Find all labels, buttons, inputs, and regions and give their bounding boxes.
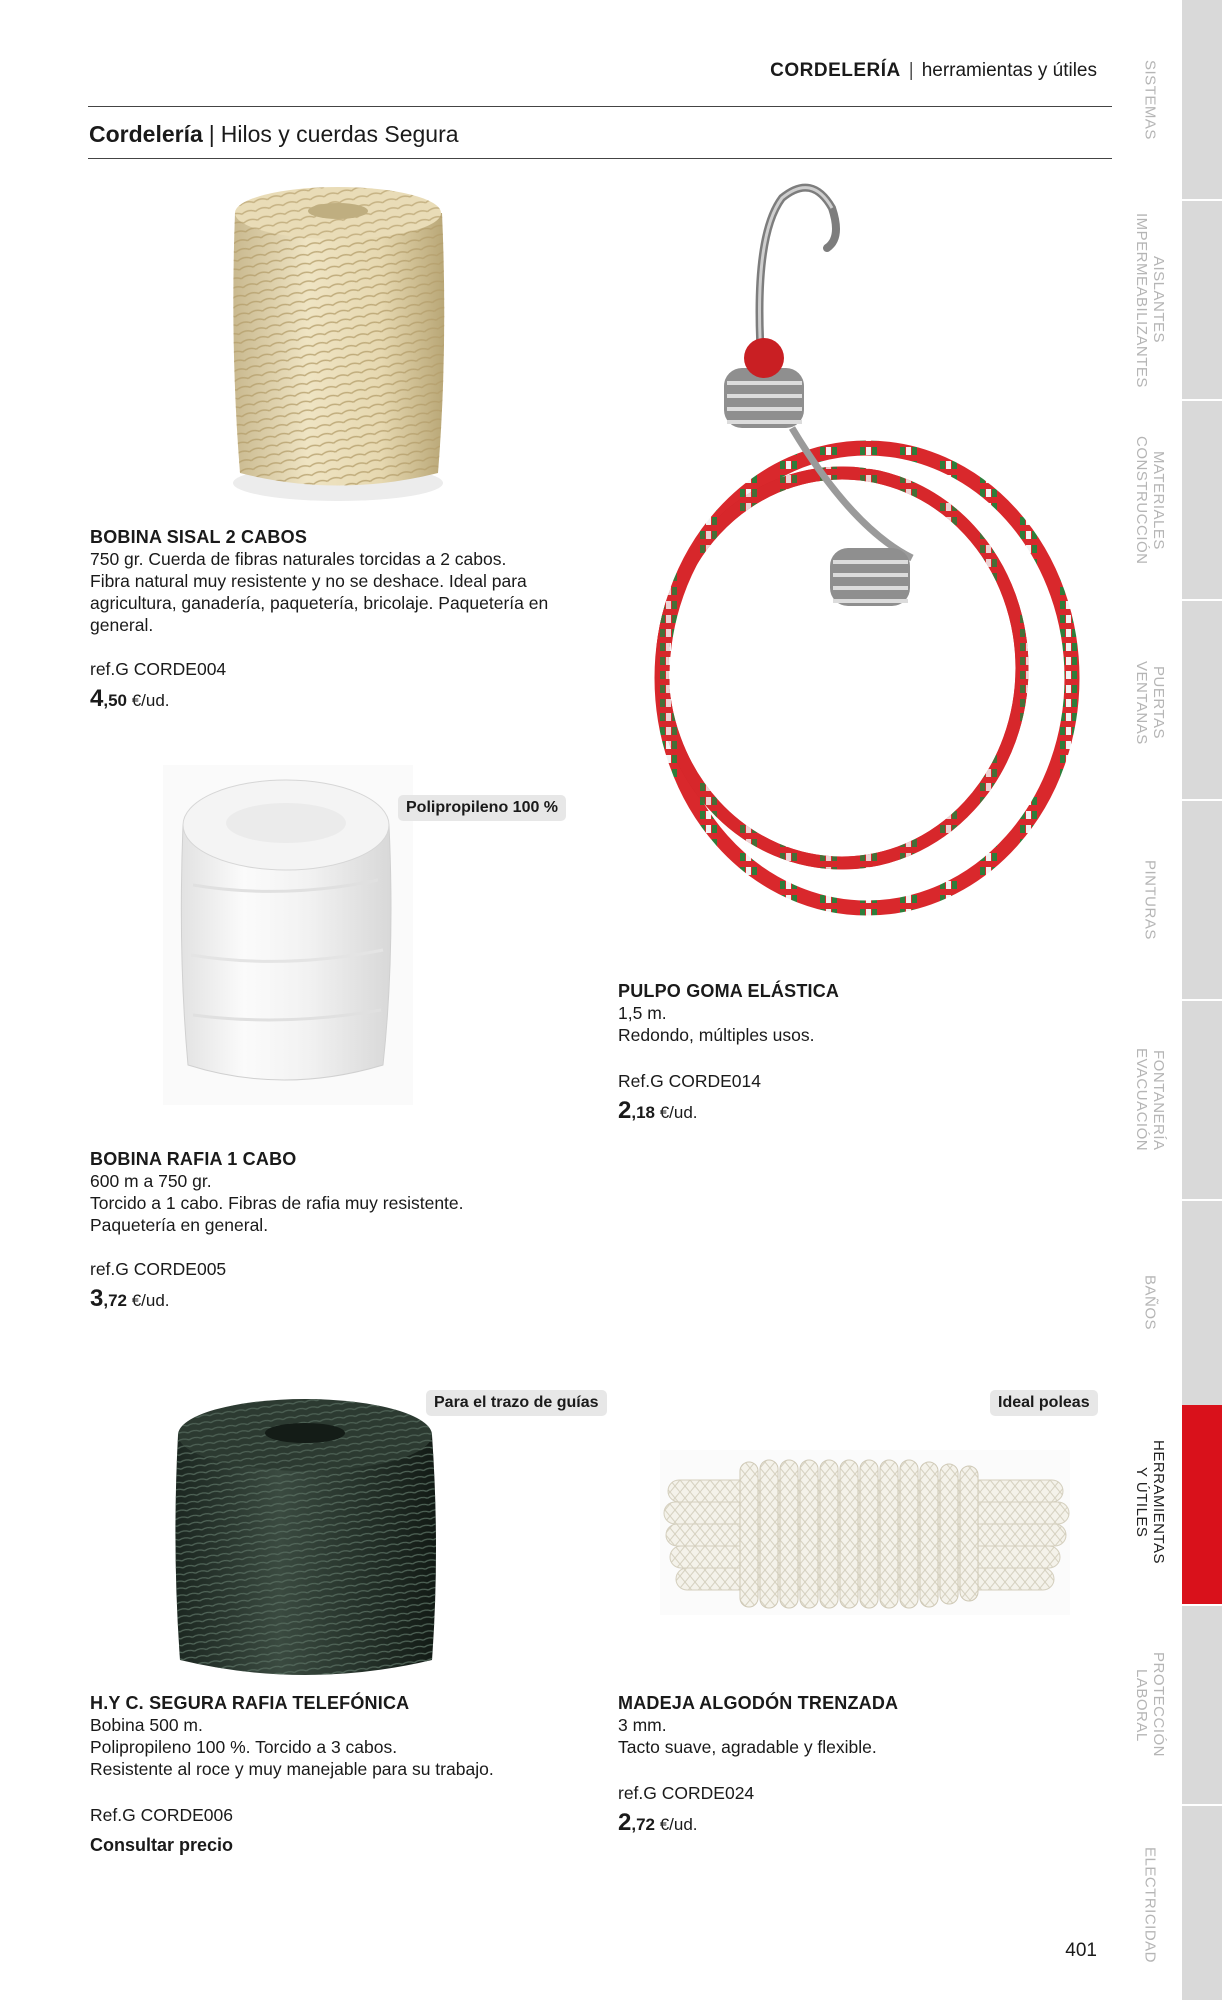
product-desc-line: Fibra natural muy resistente y no se deshace. Ideal para — [90, 571, 527, 591]
product-desc-line: 3 mm. — [618, 1715, 667, 1735]
product-desc-line: 1,5 m. — [618, 1003, 667, 1023]
section-side-tabs — [1182, 0, 1222, 2000]
tab-divider — [1182, 1604, 1222, 1606]
tab-label-fontaneria — [1124, 1045, 1176, 1155]
badge-trazo-guias: Para el trazo de guías — [426, 1390, 607, 1416]
product-rafia — [90, 1148, 590, 1312]
price-unit: €/ud. — [655, 1815, 698, 1834]
tab-label-proteccion — [1124, 1650, 1176, 1760]
product-sisal — [90, 526, 590, 712]
rafia-spool-image — [163, 765, 413, 1105]
price-unit: €/ud. — [127, 691, 170, 710]
product-price — [90, 685, 590, 712]
tab-label-electricidad — [1124, 1846, 1176, 1964]
tab-proteccion[interactable] — [1182, 1605, 1222, 1805]
product-telefonica — [90, 1692, 590, 1856]
tab-electricidad[interactable] — [1182, 1805, 1222, 2000]
tab-aislantes[interactable] — [1182, 200, 1222, 400]
price-unit: €/ud. — [127, 1291, 170, 1310]
tab-label-text: PUERTAS VENTANAS — [1133, 660, 1167, 745]
price-decimal: ,72 — [103, 1291, 127, 1310]
tab-label-materiales — [1124, 430, 1176, 570]
title-rule — [88, 158, 1112, 159]
tab-label-pinturas — [1124, 860, 1176, 940]
tab-label-text: MATERIALES CONSTRUCCIÓN — [1133, 435, 1167, 565]
product-name: MADEJA ALGODÓN TRENZADA — [618, 1693, 899, 1713]
product-ref: ref.G CORDE004 — [90, 659, 227, 679]
product-name: BOBINA RAFIA 1 CABO — [90, 1149, 297, 1169]
product-desc-line: Torcido a 1 cabo. Fibras de rafia muy resistente. — [90, 1193, 464, 1213]
tab-puertas[interactable] — [1182, 600, 1222, 800]
price-decimal: ,50 — [103, 691, 127, 710]
sisal-spool-image — [220, 178, 460, 508]
product-price — [618, 1097, 1118, 1124]
tab-herramientas[interactable] — [1182, 1405, 1222, 1605]
tab-divider — [1182, 999, 1222, 1001]
tab-label-text: PROTECCIÓN LABORAL — [1133, 1652, 1167, 1758]
cotton-braid-hank-image — [660, 1450, 1070, 1615]
tab-label-sistemas — [1124, 50, 1176, 150]
product-ref: ref.G CORDE005 — [90, 1259, 227, 1279]
product-price — [618, 1809, 1118, 1836]
price-integer: 2 — [618, 1809, 632, 1836]
product-madeja — [618, 1692, 1118, 1836]
tab-fontaneria[interactable] — [1182, 1000, 1222, 1200]
tab-label-text: PINTURAS — [1141, 860, 1159, 940]
tab-label-text: BAÑOS — [1141, 1274, 1159, 1330]
price-unit: €/ud. — [655, 1103, 698, 1122]
product-desc-line: agricultura, ganadería, paquetería, bricolaje. Paquetería en — [90, 593, 549, 613]
tab-label-text: AISLANTES IMPERMEABILIZANTES — [1133, 212, 1167, 388]
tab-label-text: ELECTRICIDAD — [1141, 1846, 1159, 1964]
product-consult-price: Consultar precio — [90, 1835, 234, 1855]
product-desc-line: Resistente al roce y muy manejable para su trabajo. — [90, 1759, 494, 1779]
tab-pinturas[interactable] — [1182, 800, 1222, 1000]
price-integer: 4 — [90, 685, 104, 712]
product-desc-line: Paquetería en general. — [90, 1215, 269, 1235]
elastic-bungee-image — [612, 178, 1102, 918]
product-desc-line: Redondo, múltiples usos. — [618, 1025, 815, 1045]
product-desc-line: Tacto suave, agradable y flexible. — [618, 1737, 877, 1757]
tab-divider — [1182, 599, 1222, 601]
page-title — [89, 121, 459, 148]
tab-label-text: SISTEMAS — [1141, 60, 1159, 140]
tab-divider — [1182, 1804, 1222, 1806]
product-ref: ref.G CORDE024 — [618, 1783, 755, 1803]
tab-label-banos — [1124, 1270, 1176, 1335]
tab-banos[interactable] — [1182, 1200, 1222, 1405]
page-title-separator: | — [208, 121, 215, 147]
product-price — [90, 1285, 590, 1312]
header-section: herramientas y útiles — [921, 60, 1097, 81]
product-name: H.Y C. SEGURA RAFIA TELEFÓNICA — [90, 1693, 410, 1713]
running-header — [770, 60, 1097, 82]
header-separator: | — [908, 60, 914, 81]
product-desc-line: 750 gr. Cuerda de fibras naturales torcidas a 2 cabos. — [90, 549, 507, 569]
price-integer: 3 — [90, 1285, 104, 1312]
tab-divider — [1182, 799, 1222, 801]
header-rule — [88, 106, 1112, 107]
tab-divider — [1182, 1199, 1222, 1201]
tab-sistemas[interactable] — [1182, 0, 1222, 200]
badge-polipropileno: Polipropileno 100 % — [398, 795, 566, 821]
header-category: CORDELERÍA — [770, 60, 901, 81]
product-desc-line: Polipropileno 100 %. Torcido a 3 cabos. — [90, 1737, 398, 1757]
tab-divider — [1182, 199, 1222, 201]
product-desc-line: general. — [90, 615, 154, 635]
product-ref: Ref.G CORDE006 — [90, 1805, 233, 1825]
product-name: PULPO GOMA ELÁSTICA — [618, 981, 840, 1001]
tab-label-text: FONTANERÍA EVACUACIÓN — [1133, 1048, 1167, 1152]
tab-materiales[interactable] — [1182, 400, 1222, 600]
page-title-category: Cordelería — [89, 121, 203, 147]
tab-label-aislantes — [1124, 210, 1176, 390]
price-decimal: ,18 — [631, 1103, 655, 1122]
price-decimal: ,72 — [631, 1815, 655, 1834]
product-ref: Ref.G CORDE014 — [618, 1071, 761, 1091]
telephone-raffia-spool-image — [170, 1390, 440, 1690]
product-desc-line: Bobina 500 m. — [90, 1715, 203, 1735]
tab-label-text: HERRAMIENTAS Y ÚTILES — [1133, 1440, 1167, 1565]
page-number: 401 — [1065, 1940, 1097, 1961]
tab-label-herramientas — [1124, 1440, 1176, 1565]
product-pulpo — [618, 980, 1118, 1124]
product-name: BOBINA SISAL 2 CABOS — [90, 527, 308, 547]
product-desc-line: 600 m a 750 gr. — [90, 1171, 212, 1191]
tab-label-puertas — [1124, 660, 1176, 745]
bungee-spring-bottom — [830, 548, 910, 606]
tab-divider — [1182, 399, 1222, 401]
badge-ideal-poleas: Ideal poleas — [990, 1390, 1098, 1416]
price-integer: 2 — [618, 1097, 632, 1124]
page-title-subtitle: Hilos y cuerdas Segura — [220, 121, 459, 147]
